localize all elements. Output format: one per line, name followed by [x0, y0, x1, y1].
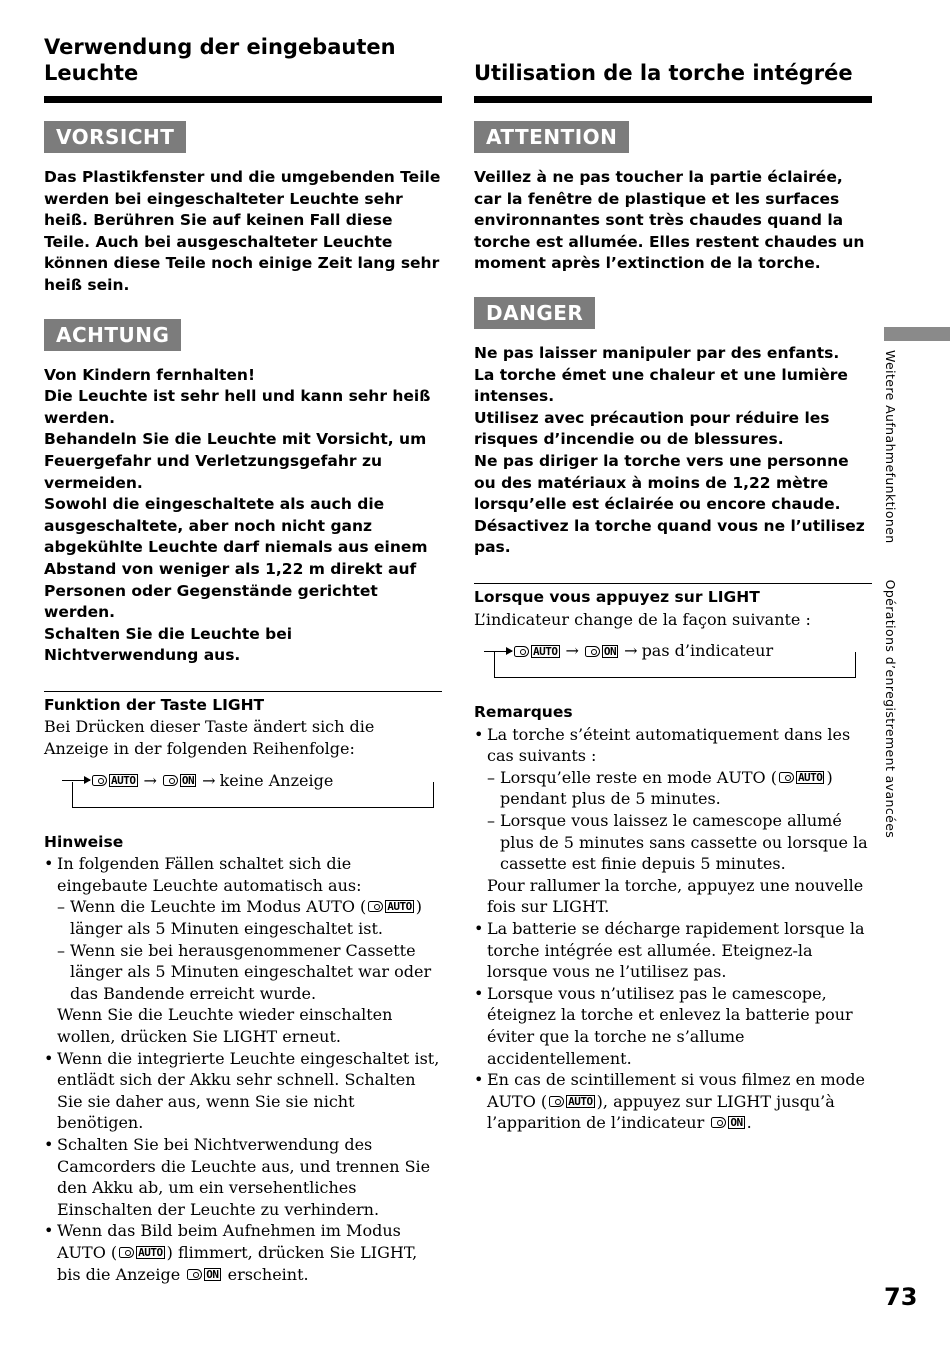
chapter-tab	[884, 327, 950, 341]
light-auto-icon: AUTO	[547, 1095, 597, 1108]
warning-line: Die Leuchte ist sehr hell und kann sehr heiß werden.	[44, 387, 431, 427]
light-auto-icon: AUTO	[777, 771, 827, 784]
warning-line: Ne pas diriger la torche vers une personne ou des matériaux à moins de 1,22 mètre lorsqu’elle est éclairée ou encore chaude.	[474, 451, 849, 514]
light-auto-icon: AUTO	[366, 900, 416, 913]
warning-text	[474, 343, 872, 559]
note-item: • En cas de scintillement si vous filmez en mode AUTO ( AUTO ), appuyez sur LIGHT jusqu’à l’apparition de l’indicateur ON .	[474, 1069, 872, 1134]
chapter-label-de: Weitere Aufnahmefunktionen	[883, 350, 898, 544]
indicator-sequence	[62, 770, 434, 808]
note-item: • Lorsque vous n’utilisez pas le camescope, éteignez la torche et enlevez la batterie pour éviter que la torche ne s’allume accidentellement.	[474, 983, 872, 1069]
notes-heading: Remarques	[474, 703, 573, 722]
light-auto-icon: AUTO	[90, 774, 140, 787]
indicator-sequence	[484, 640, 856, 678]
function-text: L’indicateur change de la façon suivante :	[474, 609, 811, 629]
warning-line: Von Kindern fernhalten!	[44, 365, 256, 384]
function-text: Bei Drücken dieser Taste ändert sich die Anzeige in der folgenden Reihenfolge:	[44, 717, 375, 759]
warning-label: DANGER	[474, 297, 595, 329]
note-item: • In folgenden Fällen schaltet sich die eingebaute Leuchte automatisch aus: – Wenn die Leuchte im Modus AUTO ( AUTO ) länger als 5 Minuten eingeschaltet ist. – Wenn sie bei herausgenommener Cassette länger als 5 Minuten eingeschaltet war oder das Bandende erreicht wurde. Wenn Sie die Leuchte wieder einschalten wollen, drücken Sie LIGHT erneut.	[44, 853, 442, 1047]
sub-note-item: – Lorsque vous laissez le camescope allumé plus de 5 minutes sans cassette ou lorsque la cassette est finie depuis 5 minutes.	[487, 810, 872, 875]
warning-line: Behandeln Sie die Leuchte mit Vorsicht, um Feuergefahr und Verletzungsgefahr zu vermeiden.	[44, 430, 427, 492]
french-column	[474, 34, 872, 1134]
sub-note-item: – Wenn sie bei herausgenommener Cassette länger als 5 Minuten eingeschaltet war oder das Bandende erreicht wurde.	[57, 940, 442, 1005]
note-item: • Wenn die integrierte Leuchte eingeschaltet ist, entlädt sich der Akku sehr schnell. Schalten Sie sie daher aus, wenn Sie sie nicht benötigen.	[44, 1048, 442, 1134]
sub-note-item: – Lorsqu’elle reste en mode AUTO ( AUTO ) pendant plus de 5 minutes.	[487, 767, 872, 810]
notes-list	[474, 724, 872, 1134]
sequence-end-text: keine Anzeige	[219, 770, 334, 790]
section-rule	[44, 691, 442, 692]
notes-heading: Hinweise	[44, 832, 124, 851]
page-number: 73	[884, 1283, 918, 1311]
warning-line: Schalten Sie die Leuchte bei Nichtverwendung aus.	[44, 624, 293, 665]
note-item: • Schalten Sie bei Nichtverwendung des Camcorders die Leuchte aus, und trennen Sie den Akku ab, um ein versehentliches Einschalten der Leuchte zu verhindern.	[44, 1134, 442, 1220]
section-title: Utilisation de la torche intégrée	[474, 61, 853, 85]
notes-list	[44, 853, 442, 1285]
note-item: • La batterie se décharge rapidement lorsque la torche intégrée est allumée. Eteignez-la lorsque vous ne l’utilisez pas.	[474, 918, 872, 983]
caution-text: Das Plastikfenster und die umgebenden Teile werden bei eingeschalteter Leuchte sehr heiß. Berühren Sie auf keinen Fall diese Teile. Auch bei ausgeschalteter Leuchte können diese Teile noch einige Zeit lang sehr heiß sein.	[44, 168, 441, 294]
light-on-icon: ON	[161, 774, 198, 787]
arrow-icon: →	[140, 770, 161, 792]
caution-label: ATTENTION	[474, 121, 629, 153]
sub-note-item: – Wenn die Leuchte im Modus AUTO ( AUTO ) länger als 5 Minuten eingeschaltet ist.	[57, 896, 442, 939]
arrow-icon	[62, 780, 90, 781]
light-auto-icon: AUTO	[512, 645, 562, 658]
note-item: • La torche s’éteint automatiquement dans les cas suivants : – Lorsqu’elle reste en mode AUTO ( AUTO ) pendant plus de 5 minutes. – Lorsque vous laissez le camescope allumé plus de 5 minutes sans cassette ou lorsque la cassette est finie depuis 5 minutes. Pour rallumer la torche, appuyez une nouvelle fois sur LIGHT.	[474, 724, 872, 918]
light-on-icon: ON	[185, 1268, 222, 1281]
warning-line: Utilisez avec précaution pour réduire les risques d’incendie ou de blessures.	[474, 408, 830, 449]
warning-line: La torche émet une chaleur et une lumière intenses.	[474, 365, 848, 406]
light-on-icon: ON	[709, 1116, 746, 1129]
german-column	[44, 34, 442, 1285]
function-heading: Funktion der Taste LIGHT	[44, 695, 265, 714]
sequence-end-text: pas d’indicateur	[641, 641, 774, 661]
warning-line: Ne pas laisser manipuler par des enfants.	[474, 343, 840, 362]
section-title: Verwendung der eingebauten Leuchte	[44, 35, 396, 85]
arrow-icon	[484, 651, 512, 652]
arrow-icon: →	[562, 640, 583, 662]
function-heading: Lorsque vous appuyez sur LIGHT	[474, 587, 760, 606]
caution-label: VORSICHT	[44, 121, 186, 153]
arrow-icon: →	[620, 640, 641, 662]
title-rule	[44, 96, 442, 103]
light-auto-icon: AUTO	[117, 1246, 167, 1259]
arrow-icon: →	[198, 770, 219, 792]
title-rule	[474, 96, 872, 103]
section-rule	[474, 583, 872, 584]
note-item: • Wenn das Bild beim Aufnehmen im Modus AUTO ( AUTO ) flimmert, drücken Sie LIGHT, bis die Anzeige ON erscheint.	[44, 1220, 442, 1285]
warning-text	[44, 365, 442, 667]
chapter-label-fr: Opérations d’enregistrement avancées	[883, 579, 898, 839]
warning-label: ACHTUNG	[44, 319, 181, 351]
warning-line: Désactivez la torche quand vous ne l’utilisez pas.	[474, 516, 865, 557]
light-on-icon: ON	[583, 645, 620, 658]
chapter-side-label	[880, 350, 900, 910]
caution-text: Veillez à ne pas toucher la partie éclairée, car la fenêtre de plastique et les surfaces environnantes sont très chaudes quand la torche est allumée. Elles restent chaudes un moment après l’extinction de la torche.	[474, 168, 865, 273]
warning-line: Sowohl die eingeschaltete als auch die ausgeschaltete, aber noch nicht ganz abgekühlte Leuchte darf niemals aus einem Abstand von weniger als 1,22 m direkt auf Personen oder Gegenstände gerichtet werden.	[44, 495, 428, 622]
